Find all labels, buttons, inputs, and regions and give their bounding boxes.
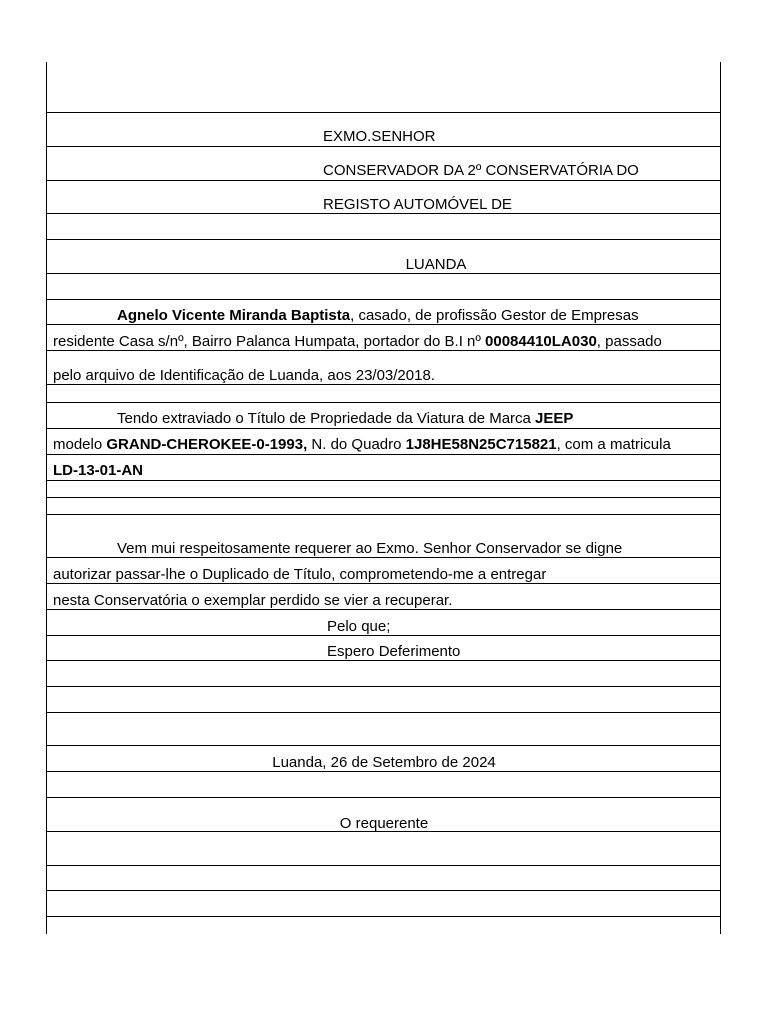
plate-label: , com a matricula	[556, 436, 671, 453]
row-divider	[47, 890, 720, 891]
row-divider	[47, 273, 720, 274]
bi-number: 00084410LA030	[485, 333, 597, 350]
closing-pelo-que: Pelo que;	[327, 618, 391, 635]
model-label: modelo	[53, 436, 107, 453]
plate-number: LD-13-01-AN	[53, 462, 144, 479]
addressee-line-3: REGISTO AUTOMÓVEL DE	[323, 196, 512, 213]
row-divider	[47, 146, 720, 147]
document-date: Luanda, 26 de Setembro de 2024	[272, 754, 496, 771]
row-divider	[47, 497, 720, 498]
row-divider	[47, 112, 720, 113]
closing-espero-deferimento: Espero Deferimento	[327, 643, 461, 660]
addressee-line-2: CONSERVADOR DA 2º CONSERVATÓRIA DO	[323, 162, 639, 179]
row-divider	[47, 514, 720, 515]
addressee-city: LUANDA	[405, 256, 467, 273]
row-divider	[47, 712, 720, 713]
residence-text: residente Casa s/nº, Bairro Palanca Humpata, portador do B.I nº	[53, 333, 486, 350]
requester-details: , casado, de profissão Gestor de Empresas	[350, 307, 639, 324]
vehicle-line-1	[117, 410, 573, 428]
row-divider	[47, 480, 720, 481]
vehicle-plate	[53, 462, 143, 480]
vehicle-intro: Tendo extraviado o Título de Propriedade da Viatura de Marca	[117, 410, 536, 427]
vehicle-brand: JEEP	[535, 410, 574, 427]
row-divider	[47, 454, 720, 455]
vehicle-model: GRAND-CHEROKEE-0-1993,	[106, 436, 308, 453]
vehicle-line-2	[53, 436, 671, 454]
row-divider	[47, 239, 720, 240]
requester-line-1	[117, 307, 639, 325]
row-divider	[47, 299, 720, 300]
row-divider	[47, 797, 720, 798]
chassis-number: 1J8HE58N25C715821	[405, 436, 557, 453]
requester-line-3: pelo arquivo de Identificação de Luanda, aos 23/03/2018.	[53, 367, 435, 384]
request-line-3: nesta Conservatória o exemplar perdido se vier a recuperar.	[53, 592, 453, 609]
row-divider	[47, 865, 720, 866]
requester-line-2	[53, 333, 662, 351]
row-divider	[47, 402, 720, 403]
request-line-1: Vem mui respeitosamente requerer ao Exmo. Senhor Conservador se digne	[117, 540, 623, 557]
signer-label: O requerente	[339, 815, 429, 832]
request-line-2: autorizar passar-lhe o Duplicado de Título, comprometendo-me a entregar	[53, 566, 547, 583]
row-divider	[47, 916, 720, 917]
issued-text: , passado	[596, 333, 662, 350]
row-divider	[47, 428, 720, 429]
chassis-label: N. do Quadro	[307, 436, 406, 453]
row-divider	[47, 745, 720, 746]
document-sheet	[46, 62, 721, 934]
requester-name: Agnelo Vicente Miranda Baptista	[117, 307, 351, 324]
addressee-title: EXMO.SENHOR	[323, 128, 436, 145]
row-divider	[47, 180, 720, 181]
row-divider	[47, 686, 720, 687]
